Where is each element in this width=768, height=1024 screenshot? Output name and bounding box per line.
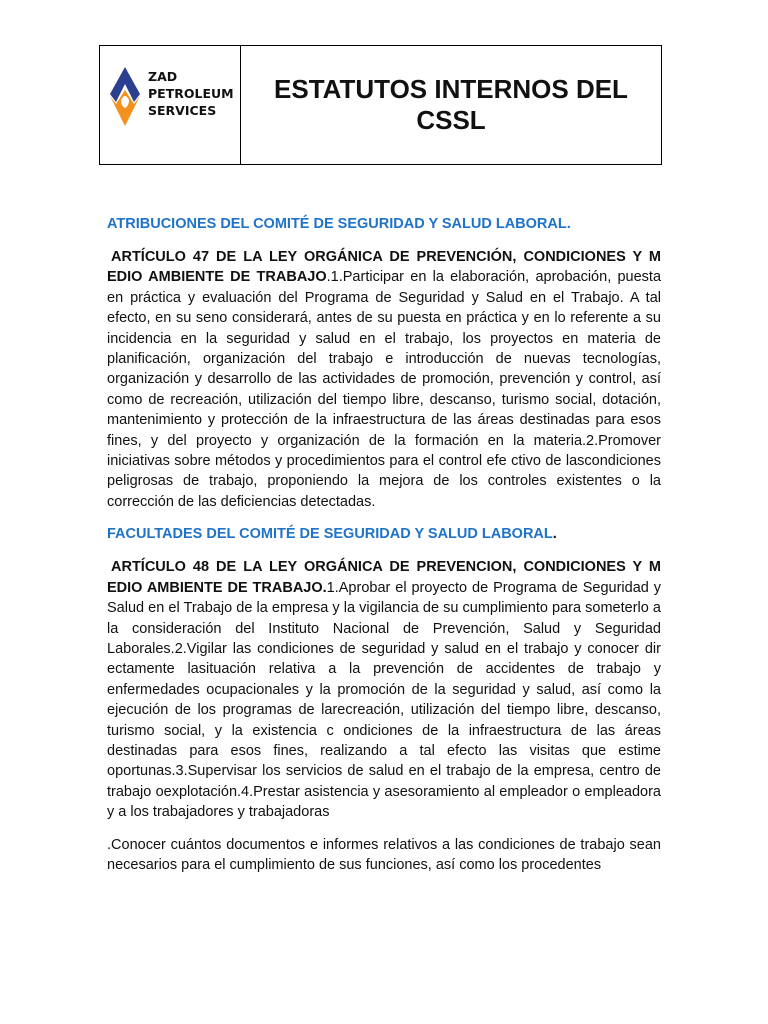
document-body — [107, 214, 661, 875]
document-title: ESTATUTOS INTERNOS DEL CSSL — [274, 74, 628, 135]
heading-text: ATRIBUCIONES DEL COMITÉ DE SEGURIDAD Y SALUD LABORAL. — [107, 216, 571, 232]
article-48-text: 1.Aprobar el proyecto de Programa de Seguridad y Salud en el Trabajo de la empresa y la vigilancia de su cumplimiento para someterlo a la consideración del Instituto Nacional de Prevención, Salud y Seguridad Laborales.2.Vigilar las condiciones de seguridad y salud en el trabajo y conocer dir ectamente lasituación relativa a la prevención de accidentes de trabajo y enfermedades ocupacionales y la promoción de la seguridad y salud, así como la ejecución de los programas de larecreación, utilización del tiempo libre, descanso, turismo social, y la existencia c ondiciones de la infraestructura de las áreas destinadas para esos fines, realizando a tal efecto las visitas que estime oportunas.3.Supervisar los servicios de salud en el trabajo de la empresa, centro de trabajo oexplotación.4.Prestar asistencia y asesoramiento al empleador o empleadora y a los trabajadores y trabajadoras — [107, 579, 661, 821]
article-47-text: .1.Participar en la elaboración, aprobación, puesta en práctica y evaluación del Programa de Seguridad y Salud en el Trabajo. A tal efecto, en su seno considerará, antes de su puesta en práctica y en lo referente a su incidencia en la seguridad y salud en el trabajo, los proyectos en materia de planificación, organización del trabajo e introducción de nuevas tecnologías, organización y desarrollo de las actividades de promoción, prevención y control, así como de recreación, utilización del tiempo libre, descanso, turismo social, dotación, mantenimiento y protección de la infraestructura de las áreas destinadas para esos fines, y del proyecto y organización de la formación en la materia.2.Promover iniciativas sobre métodos y procedimientos para el control efe ctivo de lascondiciones peligrosas de trabajo, proponiendo la mejora de los controles existentes o la corrección de las deficiencias detectadas. — [107, 269, 662, 510]
logo-line-3: SERVICES — [148, 103, 217, 118]
logo-line-2: PETROLEUM — [148, 86, 234, 101]
article-48-title: ARTÍCULO 48 DE LA LEY ORGÁNICA DE PREVENCION, CONDICIONES Y M EDIO AMBIENTE DE TRABAJO. — [107, 559, 661, 596]
logo-cell — [100, 46, 241, 164]
heading-text: FACULTADES DEL COMITÉ DE SEGURIDAD Y SALUD LABORAL — [107, 526, 553, 543]
section-heading-atribuciones — [107, 214, 661, 234]
article-47-title: ARTÍCULO 47 DE LA LEY ORGÁNICA DE PREVENCIÓN, CONDICIONES Y M EDIO AMBIENTE DE TRABAJO — [107, 249, 661, 286]
closing-paragraph: .Conocer cuántos documentos e informes relativos a las condiciones de trabajo sean necesarios para el cumplimiento de sus funciones, así como los procedentes — [107, 836, 661, 873]
document-header — [99, 45, 662, 165]
zad-logo-icon — [108, 66, 142, 128]
logo-line-1: ZAD — [148, 69, 178, 84]
article-47-paragraph — [107, 247, 661, 512]
heading-suffix: . — [552, 526, 557, 543]
article-48-paragraph — [107, 557, 661, 822]
section-heading-facultades — [107, 524, 661, 544]
logo-text — [148, 68, 234, 119]
